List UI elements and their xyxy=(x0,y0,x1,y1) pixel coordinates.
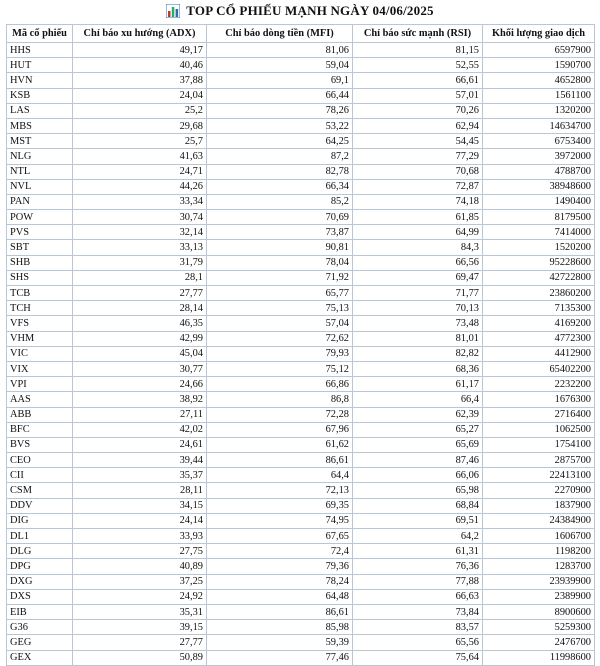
cell-rsi: 61,85 xyxy=(353,210,483,225)
cell-adx: 41,63 xyxy=(73,149,207,164)
cell-adx: 40,89 xyxy=(73,559,207,574)
cell-rsi: 68,36 xyxy=(353,361,483,376)
cell-volume: 1837900 xyxy=(483,498,595,513)
cell-volume: 1062500 xyxy=(483,422,595,437)
cell-symbol: KSB xyxy=(7,88,73,103)
cell-volume: 6753400 xyxy=(483,134,595,149)
cell-symbol: DIG xyxy=(7,513,73,528)
cell-symbol: CII xyxy=(7,468,73,483)
cell-symbol: MBS xyxy=(7,118,73,133)
cell-symbol: NVL xyxy=(7,179,73,194)
cell-rsi: 71,77 xyxy=(353,286,483,301)
cell-rsi: 70,13 xyxy=(353,301,483,316)
cell-mfi: 82,78 xyxy=(207,164,353,179)
table-row xyxy=(7,513,595,528)
cell-symbol: HVN xyxy=(7,73,73,88)
bar-chart-icon xyxy=(166,4,180,18)
cell-adx: 27,77 xyxy=(73,286,207,301)
cell-rsi: 76,36 xyxy=(353,559,483,574)
table-row xyxy=(7,559,595,574)
table-header-row xyxy=(7,25,595,43)
cell-mfi: 74,95 xyxy=(207,513,353,528)
cell-symbol: GEX xyxy=(7,650,73,665)
cell-mfi: 85,2 xyxy=(207,194,353,209)
cell-adx: 24,14 xyxy=(73,513,207,528)
cell-volume: 1490400 xyxy=(483,194,595,209)
cell-volume: 1754100 xyxy=(483,437,595,452)
cell-rsi: 87,46 xyxy=(353,453,483,468)
cell-adx: 30,74 xyxy=(73,210,207,225)
table-row xyxy=(7,286,595,301)
cell-symbol: SBT xyxy=(7,240,73,255)
column-header-adx: Chỉ báo xu hướng (ADX) xyxy=(73,25,207,43)
cell-mfi: 64,48 xyxy=(207,589,353,604)
cell-volume: 2716400 xyxy=(483,407,595,422)
cell-adx: 27,75 xyxy=(73,544,207,559)
column-header-mfi: Chỉ báo dòng tiền (MFI) xyxy=(207,25,353,43)
cell-adx: 42,99 xyxy=(73,331,207,346)
cell-mfi: 72,4 xyxy=(207,544,353,559)
cell-mfi: 77,46 xyxy=(207,650,353,665)
cell-rsi: 66,63 xyxy=(353,589,483,604)
table-row xyxy=(7,149,595,164)
cell-rsi: 62,94 xyxy=(353,118,483,133)
cell-volume: 1590700 xyxy=(483,58,595,73)
cell-volume: 4652800 xyxy=(483,73,595,88)
cell-volume: 4788700 xyxy=(483,164,595,179)
cell-volume: 1198200 xyxy=(483,544,595,559)
cell-rsi: 66,4 xyxy=(353,392,483,407)
cell-adx: 24,71 xyxy=(73,164,207,179)
table-row xyxy=(7,210,595,225)
column-header-symbol: Mã cổ phiếu xyxy=(7,25,73,43)
cell-adx: 37,88 xyxy=(73,73,207,88)
cell-rsi: 82,82 xyxy=(353,346,483,361)
cell-mfi: 85,98 xyxy=(207,620,353,635)
cell-adx: 35,37 xyxy=(73,468,207,483)
cell-mfi: 69,35 xyxy=(207,498,353,513)
cell-adx: 33,34 xyxy=(73,194,207,209)
column-header-volume: Khối lượng giao dịch xyxy=(483,25,595,43)
cell-symbol: BVS xyxy=(7,437,73,452)
cell-symbol: LAS xyxy=(7,103,73,118)
cell-mfi: 90,81 xyxy=(207,240,353,255)
table-row xyxy=(7,453,595,468)
cell-adx: 31,79 xyxy=(73,255,207,270)
table-row xyxy=(7,468,595,483)
table-row xyxy=(7,58,595,73)
cell-symbol: TCH xyxy=(7,301,73,316)
cell-symbol: PAN xyxy=(7,194,73,209)
cell-adx: 39,15 xyxy=(73,620,207,635)
cell-symbol: NLG xyxy=(7,149,73,164)
cell-volume: 2389900 xyxy=(483,589,595,604)
cell-mfi: 59,04 xyxy=(207,58,353,73)
cell-mfi: 73,87 xyxy=(207,225,353,240)
cell-volume: 95228600 xyxy=(483,255,595,270)
cell-volume: 22413100 xyxy=(483,468,595,483)
cell-rsi: 74,18 xyxy=(353,194,483,209)
cell-volume: 1606700 xyxy=(483,529,595,544)
cell-adx: 24,92 xyxy=(73,589,207,604)
cell-adx: 24,04 xyxy=(73,88,207,103)
cell-rsi: 69,47 xyxy=(353,270,483,285)
cell-adx: 44,26 xyxy=(73,179,207,194)
cell-rsi: 65,56 xyxy=(353,635,483,650)
cell-symbol: G36 xyxy=(7,620,73,635)
cell-symbol: GEG xyxy=(7,635,73,650)
cell-rsi: 66,61 xyxy=(353,73,483,88)
cell-adx: 34,15 xyxy=(73,498,207,513)
cell-mfi: 78,04 xyxy=(207,255,353,270)
cell-adx: 38,92 xyxy=(73,392,207,407)
cell-symbol: DL1 xyxy=(7,529,73,544)
cell-symbol: NTL xyxy=(7,164,73,179)
table-row xyxy=(7,635,595,650)
cell-volume: 23939900 xyxy=(483,574,595,589)
cell-adx: 42,02 xyxy=(73,422,207,437)
cell-mfi: 57,04 xyxy=(207,316,353,331)
table-row xyxy=(7,544,595,559)
cell-adx: 27,11 xyxy=(73,407,207,422)
cell-symbol: DDV xyxy=(7,498,73,513)
cell-mfi: 66,44 xyxy=(207,88,353,103)
cell-mfi: 71,92 xyxy=(207,270,353,285)
table-row xyxy=(7,483,595,498)
cell-volume: 2270900 xyxy=(483,483,595,498)
cell-symbol: VIX xyxy=(7,361,73,376)
table-row xyxy=(7,392,595,407)
cell-mfi: 66,86 xyxy=(207,377,353,392)
cell-mfi: 67,65 xyxy=(207,529,353,544)
cell-symbol: BFC xyxy=(7,422,73,437)
cell-rsi: 66,56 xyxy=(353,255,483,270)
table-body xyxy=(7,43,595,666)
table-row xyxy=(7,589,595,604)
header xyxy=(0,0,600,22)
cell-volume: 65402200 xyxy=(483,361,595,376)
table-row xyxy=(7,103,595,118)
cell-rsi: 70,68 xyxy=(353,164,483,179)
cell-symbol: VPI xyxy=(7,377,73,392)
cell-symbol: CEO xyxy=(7,453,73,468)
cell-symbol: VFS xyxy=(7,316,73,331)
cell-mfi: 53,22 xyxy=(207,118,353,133)
cell-symbol: VIC xyxy=(7,346,73,361)
cell-symbol: DXS xyxy=(7,589,73,604)
cell-symbol: PVS xyxy=(7,225,73,240)
cell-mfi: 59,39 xyxy=(207,635,353,650)
table-row xyxy=(7,179,595,194)
table-row xyxy=(7,43,595,58)
cell-rsi: 73,84 xyxy=(353,604,483,619)
cell-rsi: 61,17 xyxy=(353,377,483,392)
cell-volume: 38948600 xyxy=(483,179,595,194)
cell-adx: 40,46 xyxy=(73,58,207,73)
table-row xyxy=(7,361,595,376)
cell-volume: 2476700 xyxy=(483,635,595,650)
cell-volume: 1561100 xyxy=(483,88,595,103)
cell-volume: 1283700 xyxy=(483,559,595,574)
cell-rsi: 65,98 xyxy=(353,483,483,498)
cell-mfi: 78,26 xyxy=(207,103,353,118)
cell-mfi: 64,4 xyxy=(207,468,353,483)
table-row xyxy=(7,331,595,346)
table-row xyxy=(7,604,595,619)
table-row xyxy=(7,437,595,452)
cell-volume: 6597900 xyxy=(483,43,595,58)
cell-volume: 4772300 xyxy=(483,331,595,346)
cell-adx: 24,66 xyxy=(73,377,207,392)
cell-rsi: 75,64 xyxy=(353,650,483,665)
cell-rsi: 61,31 xyxy=(353,544,483,559)
cell-adx: 27,77 xyxy=(73,635,207,650)
table-row xyxy=(7,240,595,255)
cell-adx: 29,68 xyxy=(73,118,207,133)
cell-rsi: 77,88 xyxy=(353,574,483,589)
cell-mfi: 72,13 xyxy=(207,483,353,498)
cell-volume: 1520200 xyxy=(483,240,595,255)
cell-volume: 14634700 xyxy=(483,118,595,133)
cell-adx: 49,17 xyxy=(73,43,207,58)
table-row xyxy=(7,88,595,103)
cell-symbol: EIB xyxy=(7,604,73,619)
cell-volume: 5259300 xyxy=(483,620,595,635)
cell-symbol: DXG xyxy=(7,574,73,589)
cell-volume: 8900600 xyxy=(483,604,595,619)
cell-mfi: 86,61 xyxy=(207,604,353,619)
cell-rsi: 69,51 xyxy=(353,513,483,528)
cell-volume: 7135300 xyxy=(483,301,595,316)
cell-adx: 32,14 xyxy=(73,225,207,240)
cell-symbol: DPG xyxy=(7,559,73,574)
table-row xyxy=(7,498,595,513)
cell-mfi: 65,77 xyxy=(207,286,353,301)
cell-mfi: 79,36 xyxy=(207,559,353,574)
cell-symbol: HUT xyxy=(7,58,73,73)
cell-symbol: DLG xyxy=(7,544,73,559)
column-header-rsi: Chỉ báo sức mạnh (RSI) xyxy=(353,25,483,43)
cell-adx: 46,35 xyxy=(73,316,207,331)
table-row xyxy=(7,620,595,635)
cell-volume: 1676300 xyxy=(483,392,595,407)
cell-mfi: 61,62 xyxy=(207,437,353,452)
cell-adx: 24,61 xyxy=(73,437,207,452)
cell-symbol: SHB xyxy=(7,255,73,270)
table-row xyxy=(7,377,595,392)
cell-rsi: 57,01 xyxy=(353,88,483,103)
cell-symbol: AAS xyxy=(7,392,73,407)
cell-adx: 50,89 xyxy=(73,650,207,665)
cell-mfi: 72,62 xyxy=(207,331,353,346)
table-row xyxy=(7,270,595,285)
cell-volume: 8179500 xyxy=(483,210,595,225)
cell-adx: 39,44 xyxy=(73,453,207,468)
cell-rsi: 81,15 xyxy=(353,43,483,58)
cell-mfi: 87,2 xyxy=(207,149,353,164)
cell-mfi: 86,61 xyxy=(207,453,353,468)
cell-rsi: 84,3 xyxy=(353,240,483,255)
table-row xyxy=(7,118,595,133)
cell-mfi: 67,96 xyxy=(207,422,353,437)
cell-adx: 30,77 xyxy=(73,361,207,376)
cell-volume: 23860200 xyxy=(483,286,595,301)
cell-rsi: 52,55 xyxy=(353,58,483,73)
table-row xyxy=(7,346,595,361)
cell-adx: 33,13 xyxy=(73,240,207,255)
cell-volume: 42722800 xyxy=(483,270,595,285)
cell-mfi: 72,28 xyxy=(207,407,353,422)
table-row xyxy=(7,225,595,240)
cell-adx: 28,1 xyxy=(73,270,207,285)
cell-volume: 2232200 xyxy=(483,377,595,392)
cell-volume: 3972000 xyxy=(483,149,595,164)
cell-volume: 24384900 xyxy=(483,513,595,528)
table-row xyxy=(7,574,595,589)
table-row xyxy=(7,301,595,316)
page-title: TOP CỔ PHIẾU MẠNH NGÀY 04/06/2025 xyxy=(186,3,434,18)
cell-rsi: 72,87 xyxy=(353,179,483,194)
cell-symbol: POW xyxy=(7,210,73,225)
cell-mfi: 69,1 xyxy=(207,73,353,88)
cell-mfi: 64,25 xyxy=(207,134,353,149)
cell-adx: 25,2 xyxy=(73,103,207,118)
cell-mfi: 78,24 xyxy=(207,574,353,589)
cell-symbol: TCB xyxy=(7,286,73,301)
cell-mfi: 75,12 xyxy=(207,361,353,376)
cell-volume: 1320200 xyxy=(483,103,595,118)
cell-symbol: MST xyxy=(7,134,73,149)
cell-symbol: CSM xyxy=(7,483,73,498)
cell-mfi: 79,93 xyxy=(207,346,353,361)
cell-rsi: 73,48 xyxy=(353,316,483,331)
cell-adx: 28,14 xyxy=(73,301,207,316)
cell-rsi: 70,26 xyxy=(353,103,483,118)
cell-volume: 4412900 xyxy=(483,346,595,361)
cell-rsi: 65,69 xyxy=(353,437,483,452)
cell-symbol: VHM xyxy=(7,331,73,346)
cell-adx: 35,31 xyxy=(73,604,207,619)
table-row xyxy=(7,407,595,422)
cell-adx: 28,11 xyxy=(73,483,207,498)
cell-symbol: HHS xyxy=(7,43,73,58)
cell-volume: 2875700 xyxy=(483,453,595,468)
cell-rsi: 65,27 xyxy=(353,422,483,437)
cell-mfi: 66,34 xyxy=(207,179,353,194)
table-row xyxy=(7,422,595,437)
cell-symbol: ABB xyxy=(7,407,73,422)
cell-mfi: 86,8 xyxy=(207,392,353,407)
cell-rsi: 68,84 xyxy=(353,498,483,513)
table-row xyxy=(7,255,595,270)
cell-mfi: 70,69 xyxy=(207,210,353,225)
table-row xyxy=(7,194,595,209)
table-row xyxy=(7,73,595,88)
cell-adx: 25,7 xyxy=(73,134,207,149)
cell-rsi: 54,45 xyxy=(353,134,483,149)
table-row xyxy=(7,164,595,179)
cell-mfi: 81,06 xyxy=(207,43,353,58)
cell-rsi: 83,57 xyxy=(353,620,483,635)
cell-volume: 4169200 xyxy=(483,316,595,331)
cell-rsi: 64,2 xyxy=(353,529,483,544)
table-row xyxy=(7,650,595,665)
cell-rsi: 66,06 xyxy=(353,468,483,483)
cell-rsi: 81,01 xyxy=(353,331,483,346)
table-row xyxy=(7,529,595,544)
cell-adx: 45,04 xyxy=(73,346,207,361)
cell-mfi: 75,13 xyxy=(207,301,353,316)
table-row xyxy=(7,316,595,331)
cell-rsi: 64,99 xyxy=(353,225,483,240)
stock-table xyxy=(6,24,595,666)
cell-rsi: 77,29 xyxy=(353,149,483,164)
cell-rsi: 62,39 xyxy=(353,407,483,422)
cell-adx: 33,93 xyxy=(73,529,207,544)
table-row xyxy=(7,134,595,149)
cell-adx: 37,25 xyxy=(73,574,207,589)
cell-volume: 11998600 xyxy=(483,650,595,665)
cell-symbol: SHS xyxy=(7,270,73,285)
cell-volume: 7414000 xyxy=(483,225,595,240)
